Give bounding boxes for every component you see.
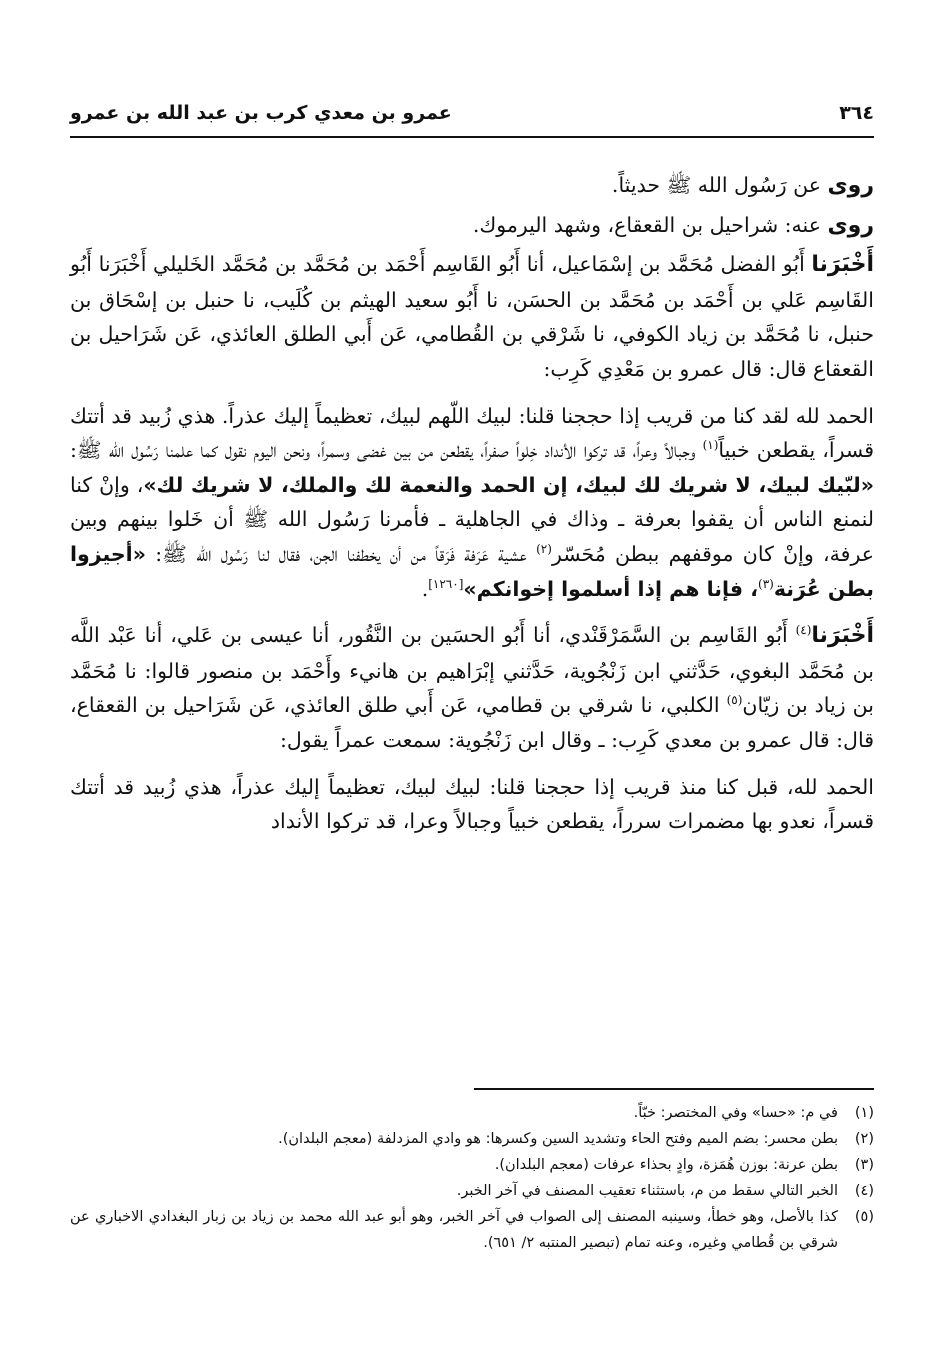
paragraph-2 <box>70 208 874 244</box>
paragraph-text: أَبُو الفضل مُحَمَّد بن إسْمَاعيل، أنا أَبُو القَاسِم أَحْمَد بن مُحَمَّد بن مُحَمَّد الخَليلي أَخْبَرَنا أَبُو القَاسِم عَلي بن أَحْمَد بن مُحَمَّد بن الحسَن، نا أَبُو سعيد الهيثم بن كُلَيب، نا حنبل بن إسْحَاق بن حنبل، نا مُحَمَّد بن زياد الكوفي، نا شَرْقي بن القُطامي، عَن أَبي الطلق العائذي، عَن شَرَاحيل بن القعقاع قال: قال عمرو بن مَعْدِي كَرِب: <box>70 252 874 381</box>
hadith-quote: ، فإنا هم إذا أسلموا إخوانكم» <box>463 576 759 601</box>
paragraph-5 <box>70 618 874 757</box>
hadith-number: [١٢٦٠] <box>428 576 464 591</box>
footnote-2 <box>70 1126 874 1152</box>
header-rule <box>70 136 874 138</box>
footnote-text: في م: «حسا» وفي المختصر: خبّاً. <box>633 1105 838 1121</box>
page-number: ٣٦٤ <box>839 102 874 124</box>
running-title: عمرو بن معدي كرب بن عبد الله بن عمرو <box>70 102 452 124</box>
paragraph-text: عشية عَرَفة فَرَقاً من أن يخطفنا الجن، فقال لنا رَسُول الله ﷺ: <box>145 541 537 566</box>
lead-word: روى <box>827 212 874 238</box>
footnotes <box>70 1100 874 1256</box>
paragraph-text: وجبالاً وعراً، قد تركوا الأنداد خِلواً صفراً، يقطعن من بين غضى وسمراً، ونحن اليوم نقول كما علمنا رَسُول الله ﷺ: <box>70 438 703 463</box>
footnote-number: (٣) <box>854 1157 874 1173</box>
paragraph-text: عن رَسُول الله ﷺ حديثاً. <box>611 173 828 197</box>
footnote-ref-5[interactable]: (٥) <box>726 693 743 708</box>
footnote-number: (١) <box>854 1105 874 1121</box>
footnote-3 <box>70 1152 874 1178</box>
footnote-number: (٤) <box>854 1183 874 1199</box>
hadith-quote: «أجيزوا بطن عُرَنة <box>70 541 874 601</box>
paragraph-text: عنه: شراحيل بن القعقاع، وشهد اليرموك. <box>472 212 828 237</box>
footnote-ref-2[interactable]: (٢) <box>536 542 552 557</box>
page-header <box>70 96 874 130</box>
footnote-ref-4[interactable]: (٤) <box>795 623 812 638</box>
paragraph-text: الكلبي، نا شرقي بن قطامي، عَن أَبي طلق العائذي، عَن شَرَاحيل بن القعقاع، قال: قال عمرو بن معدي كَرِب: ـ وقال ابن زَنْجُوية: سمعت عمراً يقول: <box>70 693 874 752</box>
footnote-ref-3[interactable]: (٣) <box>758 576 774 591</box>
lead-word: أَخْبَرَنا <box>811 623 874 649</box>
footnote-1 <box>70 1100 874 1126</box>
paragraph-6 <box>70 770 874 839</box>
hadith-quote: «لبّيك لبيك، لا شريك لك لبيك، إن الحمد والنعمة لك والملك، لا شريك لك» <box>143 472 874 497</box>
paragraph-text: . <box>421 576 429 601</box>
paragraph-text: أَبُو القَاسِم بن السَّمَرْقَنْدي، أنا أَبُو الحسَين بن النَّقُور، أنا عيسى بن عَلي، أنا عَبْد اللَّه بن مُحَمَّد البغوي، حَدَّثني ابن زَنْجُوية، حَدَّثني إبْرَاهيم بن هانيء وأَحْمَد بن منصور قالوا: نا مُحَمَّد بن زياد بن زيّان <box>70 623 874 718</box>
footnote-text: بطن عرنة: بوزن هُمَزة، وادٍ بحذاء عرفات (معجم البلدان). <box>494 1157 838 1173</box>
footnote-text: الخبر التالي سقط من م، باستثناء تعقيب المصنف في آخر الخبر. <box>456 1183 838 1199</box>
paragraph-text: الحمد لله، قبل كنا منذ قريب إذا حججنا قلنا: لبيك لبيك، تعظيماً إليك عذراً، هذي زُبيد قد أتتك قسراً، نعدو بها مضمرات سرراً، يقطعن خبياً وجبالاً وعرا، قد تركوا الأنداد <box>70 774 874 834</box>
paragraph-3 <box>70 247 874 386</box>
paragraph-text: الحمد لله لقد كنا من قريب إذا حججنا قلنا: لبيك اللّهم لبيك، تعظيماً إليك عذراً. هذي زُبيد قد أتتك قسراً، يقطعن خبياً <box>70 403 874 463</box>
footnote-text: كذا بالأصل، وهو خطأ، وسينبه المصنف إلى الصواب في آخر الخبر، وهو أبو عبد الله محمد بن زياد بن زبار البغدادي الاخباري عن شرقي بن قُطامي وغيره، وعنه تمام (تبصير المنتبه ٢/ ٦٥١). <box>70 1209 838 1251</box>
lead-word: أَخْبَرَنا <box>811 252 874 278</box>
book-page <box>70 0 874 1347</box>
footnote-4 <box>70 1178 874 1204</box>
main-text <box>70 168 874 851</box>
paragraph-text: ، وإنْ كنا لنمنع الناس أن يقفوا بعرفة ـ وذاك في الجاهلية ـ فأمرنا رَسُول الله ﷺ أن خَلوا بينهم وبين عرفة، وإنْ كان موقفهم ببطن مُحَسّر <box>70 472 875 566</box>
paragraph-4 <box>70 399 874 607</box>
footnote-text: بطن محسر: بضم الميم وفتح الحاء وتشديد السين وكسرها: هو وادي المزدلفة (معجم البلدان). <box>278 1131 838 1147</box>
footnote-number: (٥) <box>854 1209 874 1225</box>
lead-word: روى <box>827 173 874 198</box>
footnote-rule <box>474 1088 874 1090</box>
footnote-ref-1[interactable]: (١) <box>702 438 719 453</box>
footnote-5 <box>70 1204 874 1256</box>
footnote-number: (٢) <box>854 1131 874 1147</box>
paragraph-1 <box>70 168 874 204</box>
